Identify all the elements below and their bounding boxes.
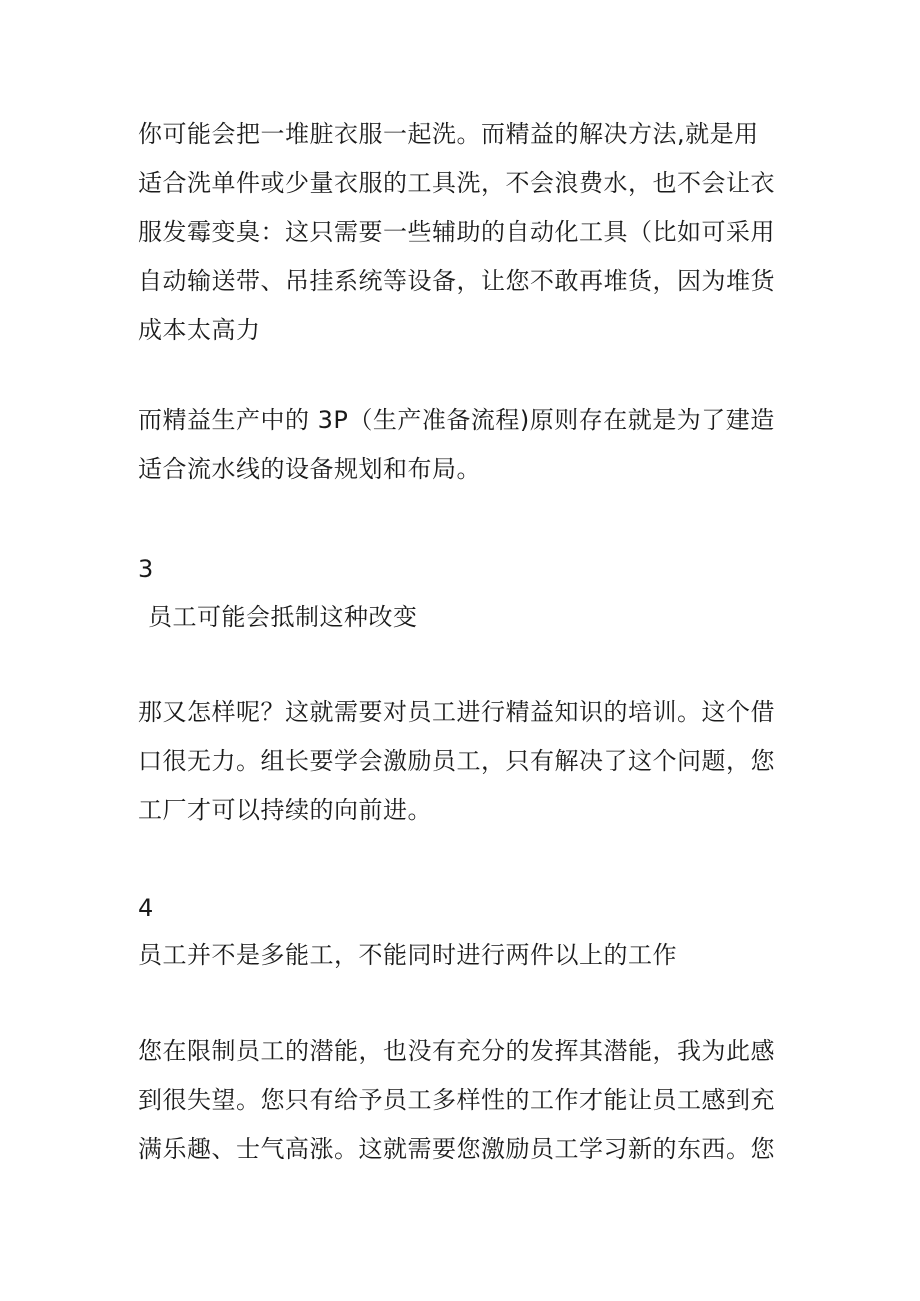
paragraph-section-3: [138, 688, 798, 835]
text-line: 成本太高力: [138, 316, 261, 344]
text-line: 满乐趣、士气高涨。这就需要您激励员工学习新的东西。您: [138, 1135, 775, 1163]
text-line: 你可能会把一堆脏衣服一起洗。而精益的解决方法,就是用: [138, 120, 759, 148]
text-line: 工厂才可以持续的向前进。: [138, 796, 432, 824]
section-number-3: 3: [138, 555, 154, 583]
text-line: 自动输送带、吊挂系统等设备，让您不敢再堆货，因为堆货: [138, 267, 775, 295]
text-line: 适合流水线的设备规划和布局。: [138, 455, 481, 483]
text-line: 而精益生产中的 3P（生产准备流程)原则存在就是为了建造: [138, 406, 775, 434]
paragraph-section-4: [138, 1027, 798, 1174]
paragraph-laundry: [138, 110, 798, 355]
text-line: 适合洗单件或少量衣服的工具洗，不会浪费水，也不会让衣: [138, 169, 775, 197]
text-line: 您在限制员工的潜能，也没有充分的发挥其潜能，我为此感: [138, 1037, 775, 1065]
section-heading-4: 员工并不是多能工，不能同时进行两件以上的工作: [138, 941, 677, 969]
section-number-4: 4: [138, 894, 154, 922]
section-heading-3: 员工可能会抵制这种改变: [148, 603, 418, 631]
text-line: 口很无力。组长要学会激励员工，只有解决了这个问题，您: [138, 747, 775, 775]
text-line: 服发霉变臭：这只需要一些辅助的自动化工具（比如可采用: [138, 218, 775, 246]
paragraph-3p: [138, 396, 798, 494]
text-line: 到很失望。您只有给予员工多样性的工作才能让员工感到充: [138, 1086, 775, 1114]
text-line: 那又怎样呢？这就需要对员工进行精益知识的培训。这个借: [138, 698, 775, 726]
